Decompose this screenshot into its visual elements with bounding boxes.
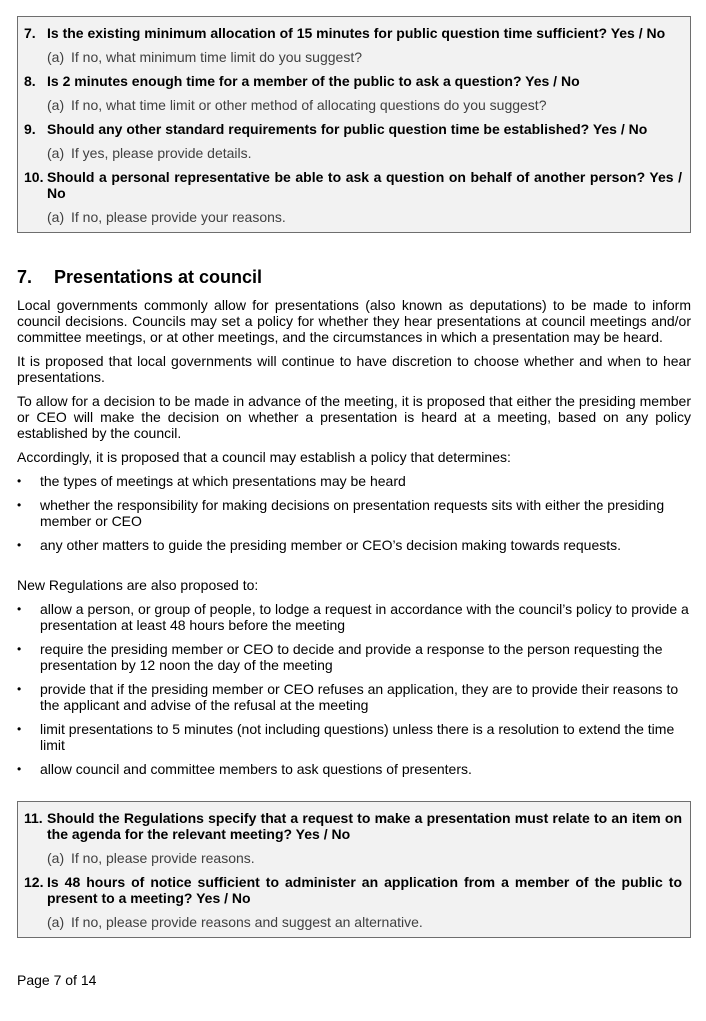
question-item	[24, 25, 682, 41]
list-item	[17, 497, 691, 529]
list-item-text: require the presiding member or CEO to decide and provide a response to the person requesting the presentation by 12 noon the day of the meeting	[40, 641, 663, 673]
section-number: 7.	[17, 267, 33, 287]
bullet-icon: •	[17, 538, 22, 552]
question-number: 7.	[24, 25, 36, 41]
list-item-text: whether the responsibility for making decisions on presentation requests sits with either the presiding member or CEO	[40, 497, 665, 529]
sub-question	[24, 914, 682, 930]
list-item-text: the types of meetings at which presentations may be heard	[40, 473, 406, 489]
question-text: Should the Regulations specify that a request to make a presentation must relate to an item on the agenda for the relevant meeting? Yes / No	[47, 810, 682, 842]
paragraph: Accordingly, it is proposed that a council may establish a policy that determines:	[17, 449, 511, 465]
sub-question	[24, 145, 682, 161]
sub-label: (a)	[47, 145, 65, 161]
bullet-icon: •	[17, 642, 22, 656]
question-item	[24, 121, 682, 137]
question-text: Is 48 hours of notice sufficient to administer an application from a member of the public to present to a meeting? Yes / No	[47, 874, 682, 906]
sub-text: If no, please provide reasons and suggest an alternative.	[71, 914, 423, 930]
sub-question	[24, 209, 682, 225]
list-item	[17, 681, 691, 713]
question-number: 10.	[24, 169, 44, 185]
section-heading	[17, 267, 691, 287]
question-number: 12.	[24, 874, 44, 890]
question-item	[24, 73, 682, 89]
bullet-icon: •	[17, 682, 22, 696]
sub-text: If yes, please provide details.	[71, 145, 252, 161]
bullet-icon: •	[17, 474, 22, 488]
page-footer: Page 7 of 14	[17, 972, 97, 988]
question-item	[24, 169, 682, 201]
sub-text: If no, please provide reasons.	[71, 850, 255, 866]
bullet-icon: •	[17, 762, 22, 776]
paragraph: New Regulations are also proposed to:	[17, 577, 259, 593]
question-item	[24, 874, 682, 906]
list-item	[17, 641, 691, 673]
sub-text: If no, what time limit or other method of allocating questions do you suggest?	[71, 97, 547, 113]
question-number: 9.	[24, 121, 36, 137]
sub-label: (a)	[47, 209, 65, 225]
question-box-1	[17, 16, 691, 233]
list-item-text: provide that if the presiding member or CEO refuses an application, they are to provide their reasons to the applicant and advise of the refusal at the meeting	[40, 681, 679, 713]
question-text: Should a personal representative be able to ask a question on behalf of another person? Yes / No	[47, 169, 682, 201]
list-item	[17, 537, 691, 553]
sub-label: (a)	[47, 97, 65, 113]
bullet-icon: •	[17, 498, 22, 512]
sub-label: (a)	[47, 850, 65, 866]
question-item	[24, 810, 682, 842]
paragraph: To allow for a decision to be made in advance of the meeting, it is proposed that either the presiding member or CEO will make the decision on whether a presentation is heard at a meeting, based on any policy established by the council.	[17, 393, 691, 441]
sub-text: If no, please provide your reasons.	[71, 209, 286, 225]
bullet-icon: •	[17, 722, 22, 736]
bullet-icon: •	[17, 602, 22, 616]
sub-label: (a)	[47, 914, 65, 930]
question-text: Is the existing minimum allocation of 15 minutes for public question time sufficient? Yes / No	[47, 25, 666, 41]
question-text: Should any other standard requirements for public question time be established? Yes / No	[47, 121, 648, 137]
list-item	[17, 601, 691, 633]
paragraph: It is proposed that local governments will continue to have discretion to choose whether and when to hear presentations.	[17, 353, 691, 385]
sub-question	[24, 97, 682, 113]
sub-question	[24, 49, 682, 65]
list-item	[17, 473, 691, 489]
question-number: 11.	[24, 810, 43, 826]
paragraph: Local governments commonly allow for presentations (also known as deputations) to be made to inform council decisions. Councils may set a policy for whether they hear presentations at council meetings and/or committee meetings, or at other meetings, and the circumstances in which a presentation may be heard.	[17, 297, 691, 345]
list-item-text: allow council and committee members to ask questions of presenters.	[40, 761, 472, 777]
list-item	[17, 761, 691, 777]
sub-text: If no, what minimum time limit do you suggest?	[71, 49, 363, 65]
bullet-list-regulations	[17, 601, 691, 777]
list-item-text: limit presentations to 5 minutes (not including questions) unless there is a resolution to extend the time limit	[40, 721, 675, 753]
list-item-text: any other matters to guide the presiding member or CEO’s decision making towards requests.	[40, 537, 622, 553]
bullet-list-policy	[17, 473, 691, 553]
section-title: Presentations at council	[54, 267, 263, 287]
sub-question	[24, 850, 682, 866]
question-text: Is 2 minutes enough time for a member of the public to ask a question? Yes / No	[47, 73, 580, 89]
sub-label: (a)	[47, 49, 65, 65]
page-content	[17, 16, 691, 938]
question-number: 8.	[24, 73, 36, 89]
question-box-2	[17, 801, 691, 938]
list-item	[17, 721, 691, 753]
list-item-text: allow a person, or group of people, to lodge a request in accordance with the council’s policy to provide a presentation at least 48 hours before the meeting	[40, 601, 689, 633]
